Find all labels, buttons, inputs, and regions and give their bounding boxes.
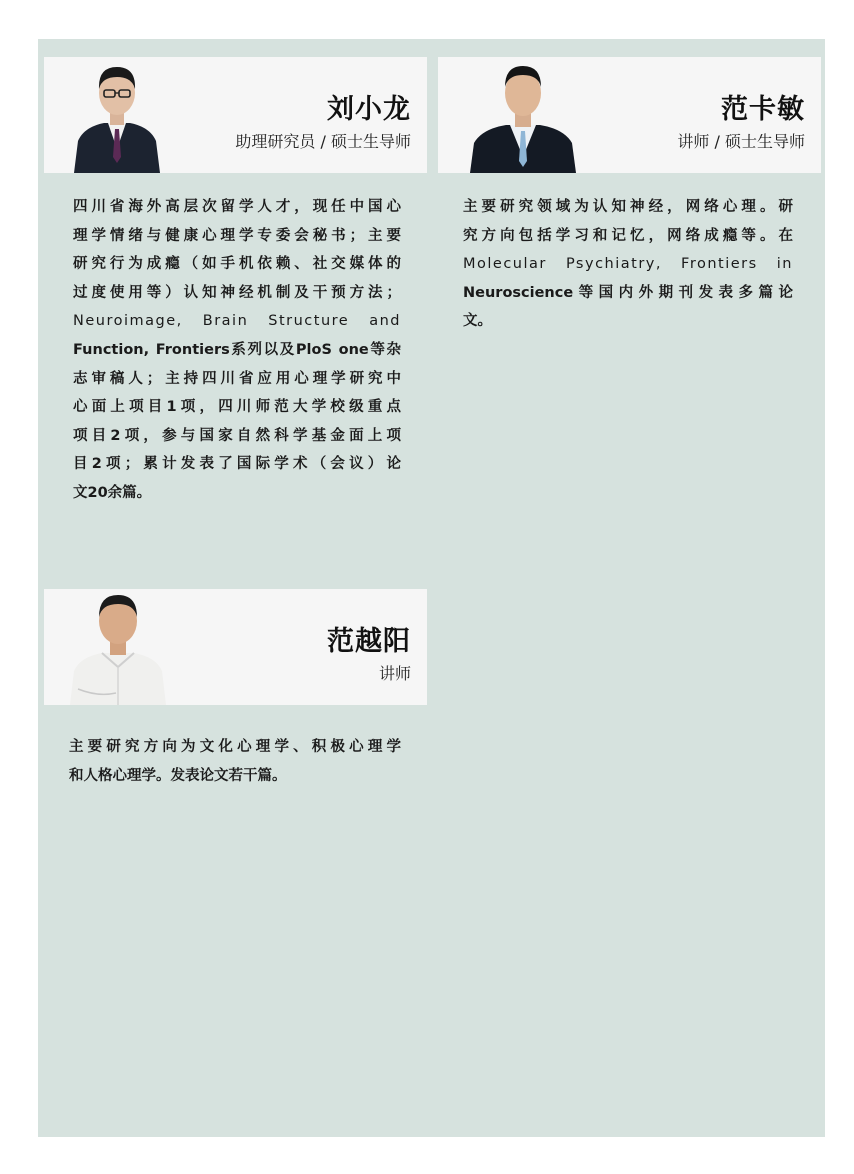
- bio-line: Neuroimage, Brain Structure and: [73, 313, 401, 330]
- faculty-bio: [69, 733, 401, 790]
- bio-line: 目2项；累计发表了国际学术（会议）论: [73, 456, 401, 473]
- portrait-photo: [70, 57, 164, 173]
- bio-line: 和人格心理学。发表论文若干篇。: [69, 767, 287, 784]
- faculty-card-liu: [44, 57, 427, 173]
- faculty-title: 讲师 / 硕士生导师: [677, 132, 805, 151]
- bio-line: 理学情绪与健康心理学专委会秘书；主要: [73, 227, 401, 244]
- bio-line: 志审稿人；主持四川省应用心理学研究中: [73, 370, 401, 387]
- bio-line: 项目2项，参与国家自然科学基金面上项: [73, 427, 401, 444]
- bio-line: 文。: [463, 313, 492, 330]
- faculty-bio: [73, 193, 401, 508]
- faculty-name: 范卡敏: [721, 94, 805, 125]
- bio-line: 究方向包括学习和记忆，网络成瘾等。在: [463, 227, 793, 244]
- bio-line: 四川省海外高层次留学人才，现任中国心: [73, 199, 401, 215]
- faculty-card-fan-kamin: [438, 57, 821, 173]
- faculty-title: 讲师: [378, 664, 411, 683]
- bio-line: Molecular Psychiatry, Frontiers in: [463, 256, 793, 273]
- portrait-photo: [68, 589, 168, 705]
- faculty-card-fan-yueyang: [44, 589, 427, 705]
- faculty-name: 范越阳: [327, 626, 411, 657]
- bio-line: 主要研究领域为认知神经，网络心理。研: [463, 199, 793, 215]
- bio-line: Neuroscience等国内外期刊发表多篇论: [463, 284, 793, 301]
- bio-line: 主要研究方向为文化心理学、积极心理学: [69, 739, 401, 755]
- faculty-bio: [463, 193, 793, 336]
- bio-line: Function, Frontiers系列以及PloS one等杂: [73, 341, 401, 358]
- bio-line: 文20余篇。: [73, 484, 152, 501]
- portrait-photo: [468, 57, 578, 173]
- faculty-title: 助理研究员 / 硕士生导师: [235, 132, 411, 151]
- bio-line: 研究行为成瘾（如手机依赖、社交媒体的: [73, 256, 401, 273]
- bio-line: 心面上项目1项，四川师范大学校级重点: [73, 399, 401, 416]
- faculty-name: 刘小龙: [327, 94, 411, 125]
- bio-line: 过度使用等）认知神经机制及干预方法；: [73, 284, 401, 301]
